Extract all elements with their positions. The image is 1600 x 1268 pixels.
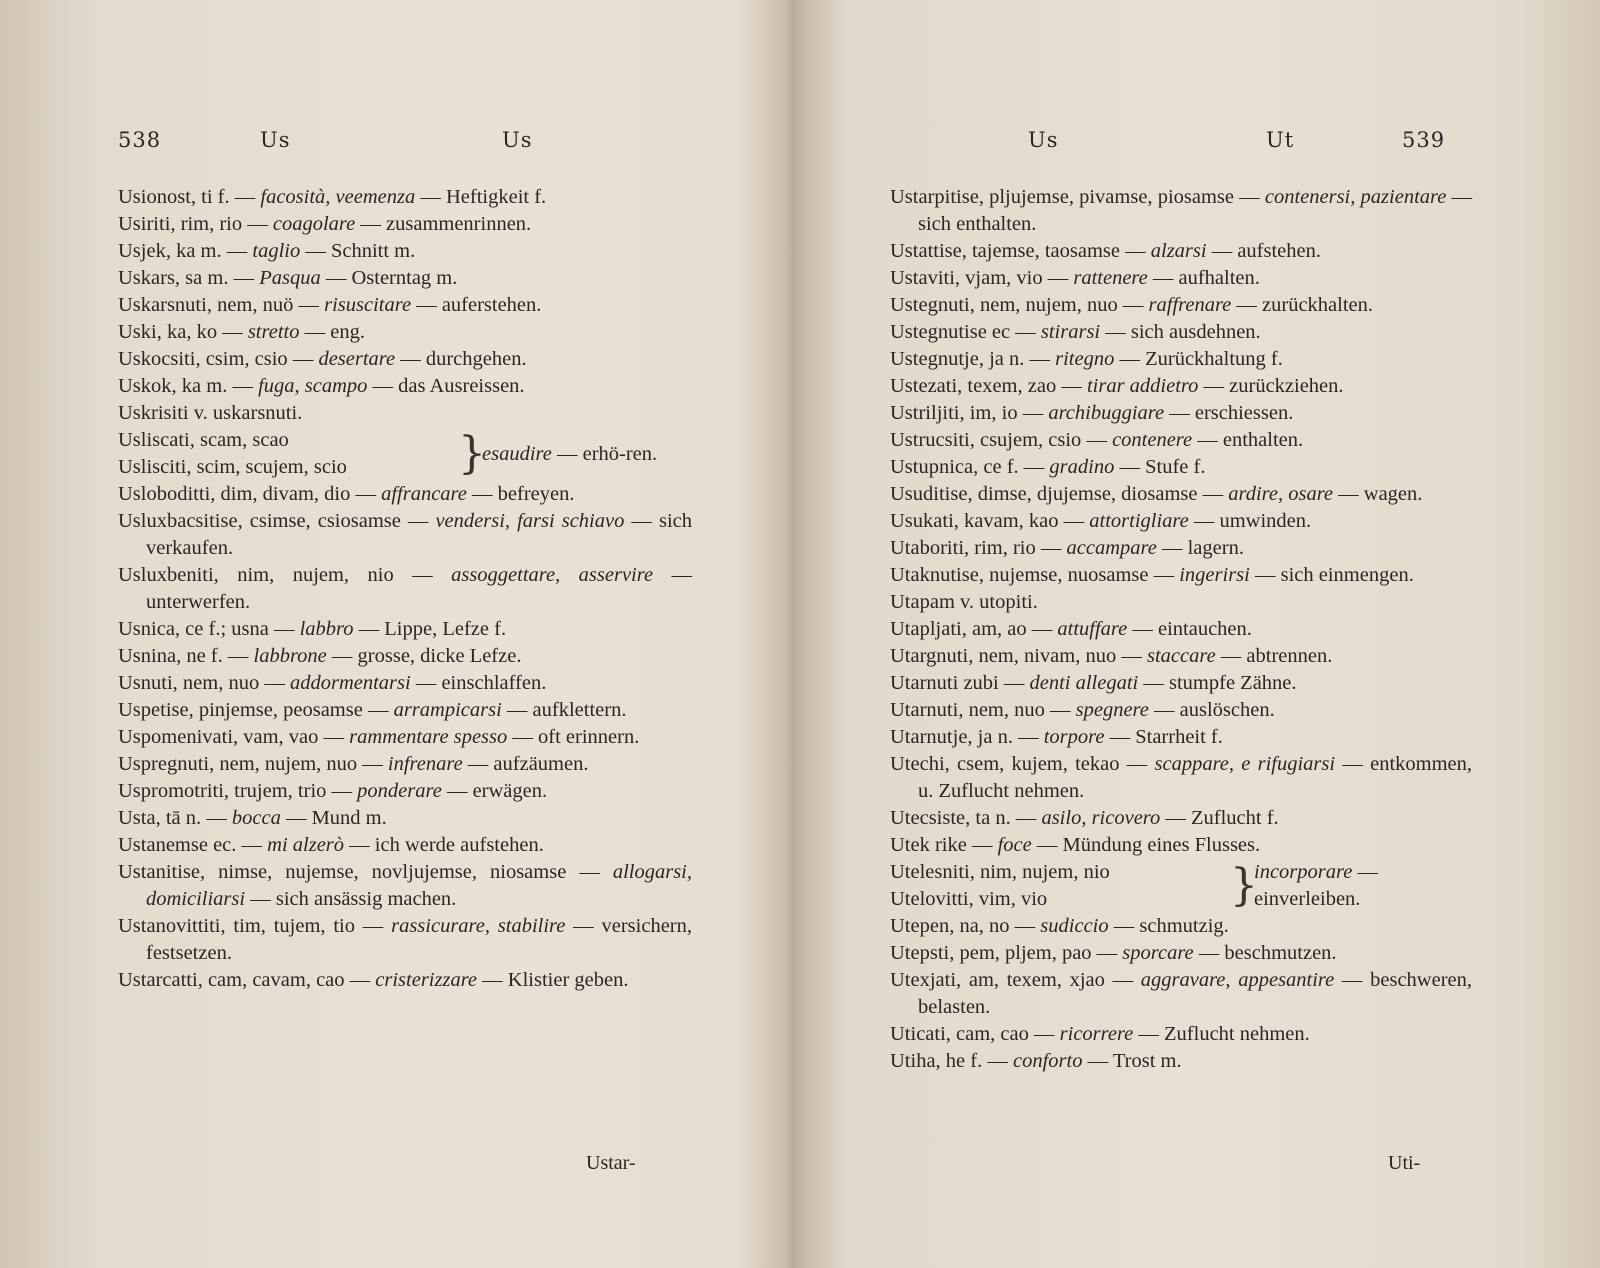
entry-italian: infrenare [387,753,463,775]
dictionary-entry [118,400,692,427]
dictionary-entry: Usnica, ce f.; usna — labbro — Lippe, Lefze f. [118,618,507,640]
dictionary-entry: Utarnuti zubi — denti allegati — stumpfe Zähne. [890,672,1297,694]
entry-italian: contenere [1112,429,1193,451]
entry-headword: Utechi, csem, kujem, tekao [890,753,1120,775]
entry-italian: gradino [1049,456,1115,478]
entry-headword: Usluxbeniti, nim, nujem, nio [118,564,394,586]
entry-german: zusammenrinnen. [386,213,532,235]
entry-headword: Ustezati, texem, zao [890,375,1057,397]
dictionary-entry: Ustegnutise ec — stirarsi — sich ausdehnen. [890,321,1261,343]
dictionary-entry: Usnuti, nem, nuo — addormentarsi — einschlaffen. [118,672,547,694]
entry-german: sich ausdehnen. [1130,321,1261,343]
entry-german: Lippe, Lefze f. [384,618,507,640]
running-head [118,128,538,158]
entry-german: sich einmengen. [1280,564,1414,586]
entry-german: erhö-ren. [582,442,658,465]
entry-german: enthalten. [1222,429,1304,451]
entry-german: Schnitt m. [330,240,416,262]
entry-headword: Ustarcatti, cam, cavam, cao [118,969,345,991]
dictionary-entry: Uskok, ka m. — fuga, scampo — das Ausreissen. [118,375,525,397]
entry-italian: fuga, scampo [258,375,368,397]
entry-headword: Utapam v. utopiti. [890,591,1038,613]
entry-headword: Uskrisiti v. uskarsnuti. [118,402,303,424]
dictionary-entry: Uskars, sa m. — Pasqua — Osterntag m. [118,267,458,289]
dictionary-entry: Uspetise, pinjemse, peosamse — arrampicarsi — aufklettern. [118,699,627,721]
entry-italian: denti allegati [1029,672,1139,694]
entry-german: eng. [330,321,365,343]
dictionary-entry: Utaknutise, nujemse, nuosamse — ingerirsi — sich einmengen. [890,564,1414,586]
entry-headword: Utepsti, pem, pljem, pao [890,942,1092,964]
entry-italian: spegnere [1075,699,1149,721]
entry-italian: conforto [1012,1050,1083,1072]
entry-italian: arrampicarsi [393,699,502,721]
dictionary-entry: Ustriljiti, im, io — archibuggiare — erschiessen. [890,402,1294,424]
entry-italian: staccare [1146,645,1216,667]
dictionary-entry: Uspromotriti, trujem, trio — ponderare — erwägen. [118,780,548,802]
entry-german: Zuflucht f. [1191,807,1279,829]
page-number: 538 [118,128,162,152]
head-right: Us [502,128,533,152]
braced-headwords [890,859,1230,913]
entry-italian: labbro [299,618,354,640]
entry-italian: esaudire [482,442,552,465]
dictionary-entry: Utargnuti, nem, nivam, nuo — staccare — abtrennen. [890,645,1333,667]
entry-german: durchgehen. [425,348,527,370]
braced-headwords [118,427,458,481]
braced-entry [890,859,1472,913]
entry-headword: Usnuti, nem, nuo [118,672,260,694]
dictionary-entry: Utaboriti, rim, rio — accampare — lagern. [890,537,1244,559]
dictionary-entry: Uski, ka, ko — stretto — eng. [118,321,365,343]
braced-entry [118,427,692,481]
entry-german: entkommen, u. Zuflucht nehmen. [918,753,1473,802]
entry-headword: Utarnuti zubi [890,672,999,694]
dictionary-entry: Usluxbeniti, nim, nujem, nio — assoggettare, asservire — unterwerfen. [118,564,693,613]
entry-headword: Ustanovittiti, tim, tujem, tio [118,915,355,937]
entry-german: versichern, festsetzen. [146,915,692,964]
entry-german: sich verkaufen. [146,510,692,559]
dictionary-entry: Uspregnuti, nem, nujem, nuo — infrenare — aufzäumen. [118,753,589,775]
entry-headword: Ustriljiti, im, io [890,402,1018,424]
dictionary-entry: Ustegnutje, ja n. — ritegno — Zurückhaltung f. [890,348,1283,370]
dictionary-entry: Uspomenivati, vam, vao — rammentare spesso — oft erinnern. [118,726,640,748]
entry-german: erwägen. [472,780,548,802]
entry-headword: Utapljati, am, ao [890,618,1027,640]
entry-german: eintauchen. [1157,618,1252,640]
dictionary-entry: Ustegnuti, nem, nujem, nuo — raffrenare — zurückhalten. [890,294,1374,316]
entry-german: umwinden. [1219,510,1312,532]
entry-german: unterwerfen. [146,591,251,613]
entry-german: aufstehen. [1237,240,1321,262]
entry-italian: incorporare [1254,861,1353,883]
dictionary-entry: Usloboditti, dim, divam, dio — affrancare — befreyen. [118,483,575,505]
entry-headword: Uspromotriti, trujem, trio [118,780,327,802]
dictionary-entry: Ustupnica, ce f. — gradino — Stufe f. [890,456,1206,478]
entry-german: Trost m. [1112,1050,1182,1072]
entry-italian: asilo, ricovero [1041,807,1161,829]
entry-italian: sporcare [1122,942,1194,964]
entry-german: erschiessen. [1194,402,1294,424]
dictionary-entry: Ustattise, tajemse, taosamse — alzarsi — aufstehen. [890,240,1321,262]
dictionary-entry: Usuditise, dimse, djujemse, diosamse — ardire, osare — wagen. [890,483,1423,505]
entry-italian: stretto [247,321,300,343]
entry-german: aufklettern. [532,699,627,721]
entry-italian: rassicurare, stabilire [391,915,566,937]
entry-italian: sudiccio [1040,915,1109,937]
dictionary-entry: Usluxbacsitise, csimse, csiosamse — vendersi, farsi schiavo — sich verkaufen. [118,510,692,559]
dictionary-entry: Uticati, cam, cao — ricorrere — Zuflucht nehmen. [890,1023,1310,1045]
dictionary-entry: Ustanemse ec. — mi alzerò — ich werde aufstehen. [118,834,544,856]
entry-german: wagen. [1363,483,1423,505]
entry-headword: Ustegnutise ec [890,321,1011,343]
entry-german: stumpfe Zähne. [1169,672,1297,694]
entry-italian: Pasqua [259,267,321,289]
entry-headword: Ustarpitise, pljujemse, pivamse, piosamse [890,186,1235,208]
entry-german: oft erinnern. [538,726,640,748]
left-page [0,0,792,1268]
entry-german: Osterntag m. [351,267,458,289]
dictionary-entry: Usionost, ti f. — facosità, veemenza — Heftigkeit f. [118,186,547,208]
entry-headword: Ustaviti, vjam, vio [890,267,1043,289]
page-number: 539 [1402,128,1446,152]
entry-german: beschmutzen. [1224,942,1337,964]
head-right: Ut [1266,128,1295,152]
entry-italian: coagolare [272,213,356,235]
entry-italian: vendersi, farsi schiavo [435,510,625,532]
entry-headword: Uslisciti, scim, scujem, scio [118,456,347,478]
entry-german: Zurückhaltung f. [1145,348,1283,370]
entry-italian: ardire, osare [1228,483,1334,505]
dictionary-entry: Ustaviti, vjam, vio — rattenere — aufhalten. [890,267,1260,289]
entry-italian: ricorrere [1059,1023,1134,1045]
entry-german: aufzäumen. [493,753,589,775]
entry-italian: assoggettare, asservire [451,564,654,586]
entry-italian: attortigliare [1089,510,1189,532]
entry-italian: cristerizzare [375,969,478,991]
entry-german: beschweren, belasten. [918,969,1473,1018]
entry-headword: Uskarsnuti, nem, nuö [118,294,294,316]
entry-german: einschlaffen. [441,672,547,694]
entry-headword: Usnica, ce f.; usna [118,618,269,640]
entry-headword: Ustupnica, ce f. [890,456,1019,478]
entry-german: sich ansässig machen. [275,888,457,910]
entry-german: abtrennen. [1246,645,1333,667]
dictionary-entry: Utarnutje, ja n. — torpore — Starrheit f. [890,726,1223,748]
entry-german: Heftigkeit f. [445,186,547,208]
entry-german: Zuflucht nehmen. [1164,1023,1310,1045]
entry-german: Mündung eines Flusses. [1062,834,1261,856]
dictionary-entry: Utexjati, am, texem, xjao — aggravare, appesantire — beschweren, belasten. [890,969,1473,1018]
running-head [1028,128,1468,158]
catchword: Uti- [1388,1152,1421,1174]
entry-italian: torpore [1043,726,1105,748]
entry-headword: Utiha, he f. [890,1050,983,1072]
entry-headword: Ustattise, tajemse, taosamse [890,240,1120,262]
dictionary-entry: Usnina, ne f. — labbrone — grosse, dicke Lefze. [118,645,522,667]
entry-headword: Ustegnuti, nem, nujem, nuo [890,294,1118,316]
entry-italian: ponderare [357,780,442,802]
entry-italian: ritegno [1055,348,1115,370]
entry-german: lagern. [1187,537,1244,559]
entry-headword: Usluxbacsitise, csimse, csiosamse [118,510,401,532]
entry-italian: archibuggiare [1048,402,1165,424]
entry-italian: allogarsi, domiciliarsi [146,861,692,910]
entry-italian: rammentare spesso [349,726,508,748]
entry-german: sich enthalten. [918,213,1037,235]
entry-german: Klistier geben. [507,969,629,991]
entry-italian: aggravare, appesantire [1140,969,1335,991]
entry-italian: desertare [318,348,396,370]
entry-german: auslöschen. [1179,699,1275,721]
dictionary-entry: Utecsiste, ta n. — asilo, ricovero — Zuflucht f. [890,807,1279,829]
entry-headword: Ustegnutje, ja n. [890,348,1025,370]
entry-headword: Usnina, ne f. [118,645,223,667]
dictionary-entry: Ustarcatti, cam, cavam, cao — cristerizzare — Klistier geben. [118,969,629,991]
entry-headword: Utaboriti, rim, rio [890,537,1036,559]
entry-headword: Utecsiste, ta n. [890,807,1011,829]
catchword: Ustar- [586,1152,636,1174]
dictionary-entry: Usta, tā n. — bocca — Mund m. [118,807,387,829]
entry-italian: taglio [252,240,301,262]
entry-italian: ingerirsi [1179,564,1250,586]
entry-headword: Uticati, cam, cao [890,1023,1029,1045]
entry-headword: Usiriti, rim, rio [118,213,243,235]
entry-headword: Ustanitise, nimse, nujemse, novljujemse, niosamse [118,861,567,883]
entry-list [118,184,692,994]
entry-german: ich werde aufstehen. [374,834,544,856]
entry-headword: Uskocsiti, csim, csio [118,348,288,370]
entry-headword: Utarnutje, ja n. [890,726,1013,748]
entry-italian: foce [997,834,1032,856]
entry-headword: Ustrucsiti, csujem, csio [890,429,1082,451]
entry-italian: attuffare [1057,618,1128,640]
entry-headword: Usjek, ka m. [118,240,222,262]
entry-italian: mi alzerò [267,834,345,856]
entry-headword: Utaknutise, nujemse, nuosamse [890,564,1149,586]
dictionary-entry: Usjek, ka m. — taglio — Schnitt m. [118,240,416,262]
entry-headword: Usukati, kavam, kao [890,510,1059,532]
entry-german: Mund m. [311,807,387,829]
entry-german: zurückhalten. [1262,294,1374,316]
entry-italian: facosità, veemenza [260,186,416,208]
dictionary-entry: Uskarsnuti, nem, nuö — risuscitare — auferstehen. [118,294,542,316]
entry-german: auferstehen. [441,294,542,316]
entry-headword: Ustanemse ec. [118,834,237,856]
brace-glyph: } [1230,860,1258,911]
braced-gloss: incorporare — einverleiben. [1254,861,1378,910]
entry-german: schmutzig. [1139,915,1229,937]
entry-italian: stirarsi [1040,321,1101,343]
entry-german: befreyen. [497,483,575,505]
entry-german: das Ausreissen. [398,375,525,397]
dictionary-entry: Uskocsiti, csim, csio — desertare — durchgehen. [118,348,527,370]
entry-headword: Usliscati, scam, scao [118,429,289,451]
entry-german: Starrheit f. [1135,726,1223,748]
entry-headword: Uspetise, pinjemse, peosamse [118,699,363,721]
dictionary-entry: Utechi, csem, kujem, tekao — scappare, e rifugiarsi — entkommen, u. Zuflucht nehmen. [890,753,1473,802]
entry-headword: Uspregnuti, nem, nujem, nuo [118,753,358,775]
entry-italian: rattenere [1073,267,1148,289]
entry-headword: Uspomenivati, vam, vao [118,726,319,748]
dictionary-entry: Utarnuti, nem, nuo — spegnere — auslöschen. [890,699,1275,721]
dictionary-entry: Utiha, he f. — conforto — Trost m. [890,1050,1182,1072]
entry-german: aufhalten. [1178,267,1260,289]
dictionary-entry: Utek rike — foce — Mündung eines Flusses. [890,834,1261,856]
dictionary-entry: Ustanitise, nimse, nujemse, novljujemse, niosamse — allogarsi, domiciliarsi — sich ansässig machen. [118,861,692,910]
entry-italian: labbrone [253,645,327,667]
entry-italian: alzarsi [1150,240,1207,262]
entry-italian: scappare, e rifugiarsi [1154,753,1336,775]
entry-headword: Utarnuti, nem, nuo [890,699,1045,721]
dictionary-entry: Ustanovittiti, tim, tujem, tio — rassicurare, stabilire — versichern, festsetzen. [118,915,692,964]
right-page [792,0,1600,1268]
entry-german: grosse, dicke Lefze. [357,645,522,667]
entry-headword: Utek rike [890,834,967,856]
dictionary-entry [890,589,1472,616]
entry-german: einverleiben. [1254,888,1361,910]
entry-italian: bocca [231,807,281,829]
entry-headword: Uskars, sa m. [118,267,229,289]
entry-italian: accampare [1066,537,1157,559]
entry-german: Stufe f. [1145,456,1206,478]
entry-headword: Usta, tā n. [118,807,202,829]
dictionary-entry: Usukati, kavam, kao — attortigliare — umwinden. [890,510,1312,532]
dictionary-entry: Utepen, na, no — sudiccio — schmutzig. [890,915,1229,937]
entry-italian: addormentarsi [289,672,411,694]
entry-headword: Utelovitti, vim, vio [890,888,1048,910]
dictionary-entry: Ustarpitise, pljujemse, pivamse, piosamse — contenersi, pazientare — sich enthalten. [890,186,1473,235]
entry-headword: Usionost, ti f. [118,186,230,208]
entry-headword: Utargnuti, nem, nivam, nuo [890,645,1117,667]
entry-headword: Uskok, ka m. [118,375,228,397]
entry-italian: risuscitare [324,294,412,316]
dictionary-entry: Utapljati, am, ao — attuffare — eintauchen. [890,618,1252,640]
dictionary-entry: Ustezati, texem, zao — tirar addietro — zurückziehen. [890,375,1344,397]
dictionary-entry: Ustrucsiti, csujem, csio — contenere — enthalten. [890,429,1304,451]
entry-headword: Utelesniti, nim, nujem, nio [890,861,1110,883]
entry-headword: Usloboditti, dim, divam, dio [118,483,351,505]
head-left: Us [1028,128,1059,152]
dictionary-entry: Utepsti, pem, pljem, pao — sporcare — beschmutzen. [890,942,1337,964]
entry-headword: Utepen, na, no [890,915,1010,937]
brace-glyph: } [458,428,486,479]
entry-headword: Uski, ka, ko [118,321,218,343]
entry-italian: contenersi, pazientare [1264,186,1447,208]
braced-gloss: esaudire — erhö-ren. [482,442,658,465]
dictionary-entry: Usiriti, rim, rio — coagolare — zusammenrinnen. [118,213,532,235]
entry-headword: Usuditise, dimse, djujemse, diosamse [890,483,1198,505]
entry-german: zurückziehen. [1229,375,1344,397]
entry-italian: affrancare [381,483,467,505]
head-left: Us [260,128,291,152]
entry-italian: tirar addietro [1086,375,1199,397]
entry-headword: Utexjati, am, texem, xjao [890,969,1105,991]
entry-italian: raffrenare [1148,294,1232,316]
entry-list [890,184,1472,1075]
